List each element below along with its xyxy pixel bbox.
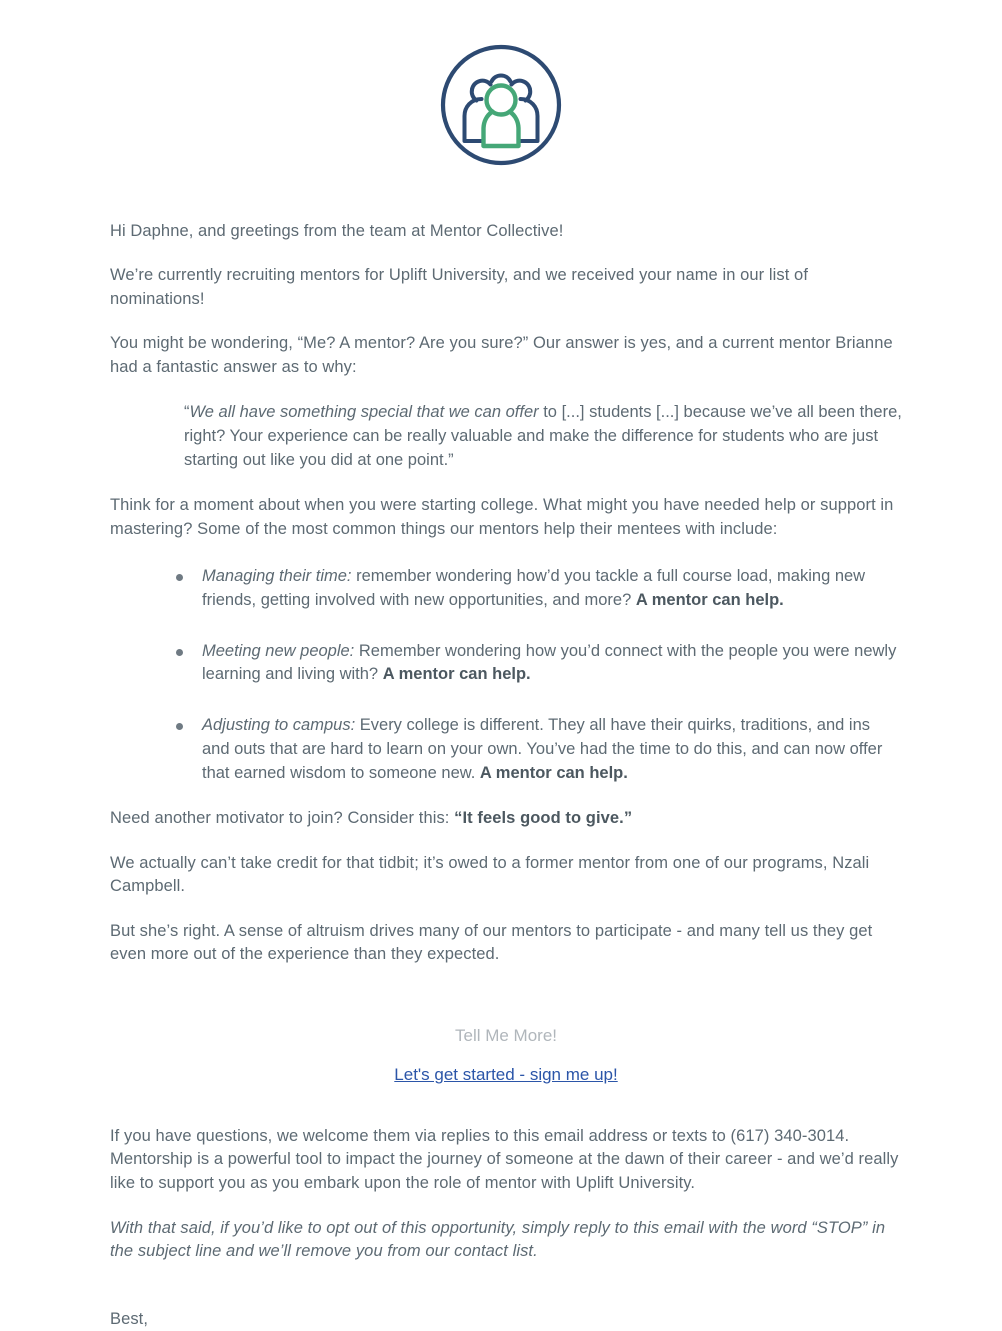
list-item	[110, 640, 902, 688]
motivator-quote: “It feels good to give.”	[454, 809, 633, 828]
quote-remainder: to [...] students [...] because we’ve all been there, right? Your experience can be really valuable and make the difference for students who are just starting out like you did at one point.”	[184, 403, 902, 469]
wondering-paragraph: You might be wondering, “Me? A mentor? Are you sure?” Our answer is yes, and a current mentor Brianne had a fantastic answer as to why:	[110, 334, 893, 376]
list-item	[110, 714, 902, 785]
quote-open-mark: “	[184, 403, 190, 422]
motivator-prefix: Need another motivator to join? Consider this:	[110, 809, 455, 828]
quote-italic-fragment: We all have something special that we can offer	[189, 403, 539, 422]
greeting-paragraph: Hi Daphne, and greetings from the team at Mentor Collective!	[110, 222, 564, 240]
benefit-cta: A mentor can help.	[382, 665, 531, 684]
benefit-lead: Managing their time:	[202, 567, 352, 586]
credit-paragraph: We actually can’t take credit for that tidbit; it’s owed to a former mentor from one of our programs, Nzali Campbell.	[110, 853, 870, 896]
sign-me-up-link[interactable]: Let's get started - sign me up!	[394, 1064, 618, 1084]
benefits-list	[110, 565, 902, 785]
questions-paragraph: If you have questions, we welcome them via replies to this email address or texts to (617) 340-3014. Mentorship is a powerful tool to impact the journey of someone at the dawn of their career - and we’d really like to support you as you embark upon the role of mentor with Uplift University.	[110, 1126, 899, 1192]
mentor-quote	[110, 401, 902, 472]
email-content	[0, 220, 1002, 1331]
opt-out-paragraph: With that said, if you’d like to opt out of this opportunity, simply reply to this email with the word “STOP” in the subject line and we’ll remove you from our contact list.	[110, 1218, 886, 1261]
bullet-dot-icon	[176, 649, 183, 656]
motivator-paragraph	[110, 807, 902, 830]
tell-me-more-button[interactable]: Tell Me More!	[454, 1025, 558, 1045]
cta-section	[110, 1025, 902, 1047]
benefit-cta: A mentor can help.	[479, 763, 628, 782]
list-item	[110, 565, 902, 613]
mentor-collective-logo-icon	[438, 42, 564, 168]
logo-container	[0, 0, 1002, 168]
reflection-prompt-paragraph: Think for a moment about when you were starting college. What might you have needed help or support in mastering? Some of the most common things our mentors help their mentees with include:	[110, 496, 894, 538]
benefit-cta: A mentor can help.	[635, 590, 784, 609]
signup-link-row	[110, 1065, 902, 1085]
benefit-body: Every college is different. They all have their quirks, traditions, and ins and outs that are hard to learn on your own. You’ve had the time to do this, and can now offer that earned wisdom to someone new.	[202, 716, 883, 782]
benefit-lead: Adjusting to campus:	[202, 716, 356, 735]
signoff-paragraph: Best,	[110, 1309, 149, 1328]
altruism-paragraph: But she’s right. A sense of altruism drives many of our mentors to participate - and many tell us they get even more out of the experience than they expected.	[110, 921, 873, 964]
bullet-dot-icon	[176, 574, 183, 581]
benefit-lead: Meeting new people:	[202, 641, 355, 660]
benefit-body: Remember wondering how you’d connect with the people you were newly learning and living with?	[202, 641, 897, 684]
bullet-dot-icon	[176, 723, 183, 730]
intro-paragraph: We’re currently recruiting mentors for Uplift University, and we received your name in our list of nominations!	[110, 266, 808, 308]
benefit-body: remember wondering how’d you tackle a full course load, making new friends, getting involved with new opportunities, and more?	[202, 567, 866, 609]
